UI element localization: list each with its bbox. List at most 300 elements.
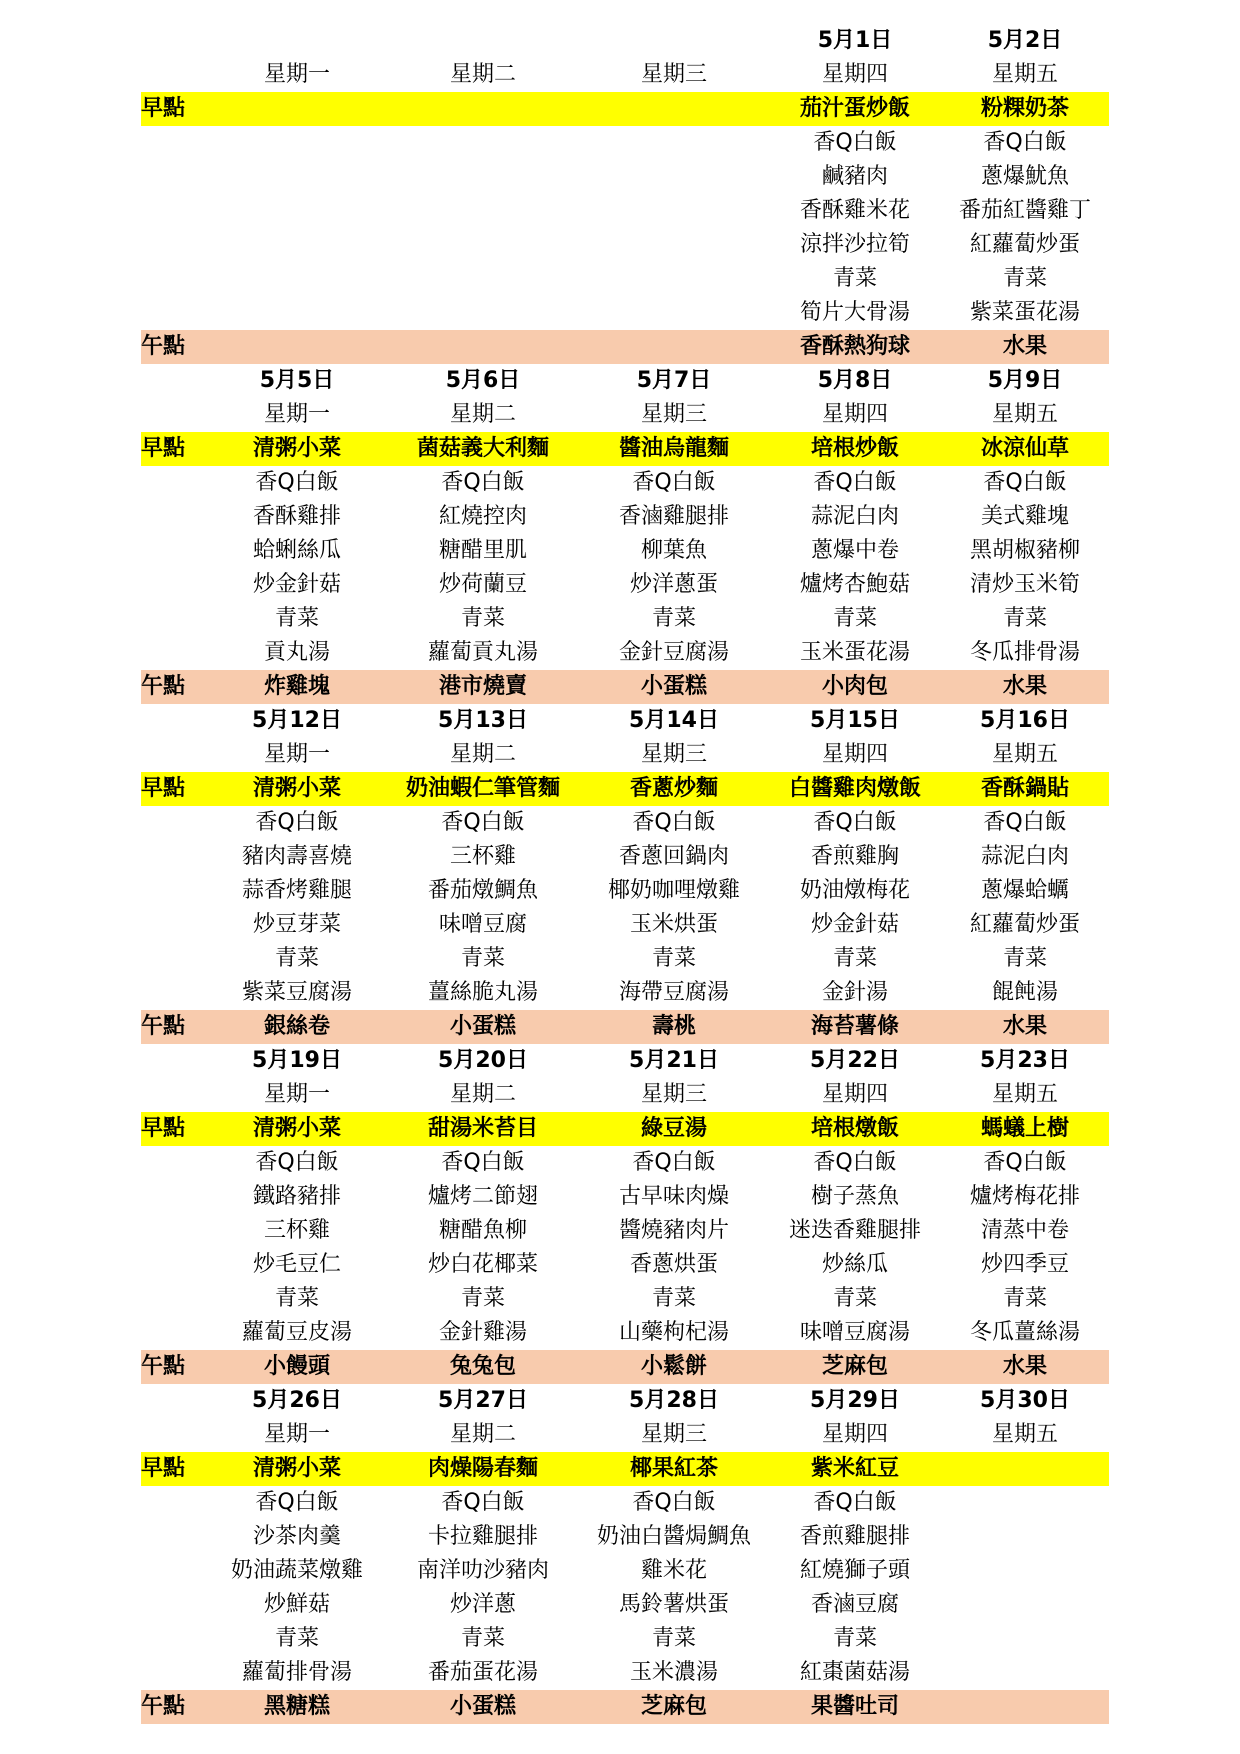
afternoon-snack-row-label: 午點 — [141, 1690, 207, 1724]
breakfast-row-cell: 培根炒飯 — [769, 432, 941, 466]
afternoon-snack-row-cell: 水果 — [941, 1350, 1109, 1384]
breakfast-row-cell: 螞蟻上樹 — [941, 1112, 1109, 1146]
lunch-row-cell: 青菜 — [651, 946, 696, 971]
lunch-row — [141, 1316, 1109, 1350]
empty-label-cell — [141, 1554, 207, 1588]
breakfast-row-label: 早點 — [141, 92, 207, 126]
afternoon-snack-row-cell: 小鬆餅 — [579, 1350, 769, 1384]
weekday-row-cell: 星期五 — [991, 1422, 1058, 1447]
lunch-row-cell: 南洋叻沙豬肉 — [416, 1558, 549, 1583]
lunch-row-cell — [579, 228, 769, 262]
lunch-row — [141, 1656, 1109, 1690]
lunch-row — [141, 466, 1109, 500]
empty-label-cell — [141, 398, 207, 432]
lunch-row — [141, 1486, 1109, 1520]
lunch-row-cell: 青菜 — [1002, 946, 1047, 971]
lunch-row-cell: 蛤蜊絲瓜 — [252, 538, 341, 563]
lunch-row-cell: 蔥爆中卷 — [810, 538, 899, 563]
breakfast-row — [141, 432, 1109, 466]
lunch-row-cell: 香Q白飯 — [441, 470, 525, 495]
menu-body — [141, 24, 1109, 1724]
lunch-row-cell: 紅蘿蔔炒蛋 — [969, 912, 1080, 937]
date-row-cell: 5月2日 — [987, 28, 1063, 53]
lunch-row — [141, 568, 1109, 602]
lunch-row-cell: 香Q白飯 — [255, 1490, 339, 1515]
lunch-row-cell: 糖醋里肌 — [438, 538, 527, 563]
date-row-cell: 5月20日 — [438, 1048, 528, 1073]
lunch-row-cell: 炒絲瓜 — [821, 1252, 888, 1277]
date-row-cell: 5月19日 — [252, 1048, 342, 1073]
lunch-row-cell: 香Q白飯 — [983, 470, 1067, 495]
breakfast-row-cell: 醬油烏龍麵 — [579, 432, 769, 466]
weekday-row-cell: 星期二 — [449, 1422, 516, 1447]
lunch-row-cell: 紅蘿蔔炒蛋 — [969, 232, 1080, 257]
lunch-row-cell: 香Q白飯 — [983, 130, 1067, 155]
lunch-row-cell: 炒洋蔥蛋 — [629, 572, 718, 597]
lunch-row — [141, 534, 1109, 568]
date-row-cell: 5月13日 — [438, 708, 528, 733]
lunch-row-cell: 古早味肉燥 — [618, 1184, 729, 1209]
empty-label-cell — [141, 24, 207, 58]
afternoon-snack-row-cell: 壽桃 — [579, 1010, 769, 1044]
lunch-row-cell: 香Q白飯 — [632, 470, 716, 495]
lunch-row-cell: 柳葉魚 — [640, 538, 707, 563]
afternoon-snack-row-label: 午點 — [141, 1350, 207, 1384]
lunch-row-cell: 青菜 — [460, 606, 505, 631]
date-row-cell: 5月8日 — [817, 368, 893, 393]
lunch-row-cell: 青菜 — [651, 1286, 696, 1311]
empty-label-cell — [141, 942, 207, 976]
lunch-row-cell: 鐵路豬排 — [252, 1184, 341, 1209]
breakfast-row-cell: 紫米紅豆 — [769, 1452, 941, 1486]
afternoon-snack-row-cell: 小饅頭 — [207, 1350, 387, 1384]
lunch-row — [141, 228, 1109, 262]
breakfast-row-cell: 菌菇義大利麵 — [387, 432, 579, 466]
date-row-cell: 5月22日 — [810, 1048, 900, 1073]
breakfast-row-cell: 冰涼仙草 — [941, 432, 1109, 466]
weekday-row-cell: 星期一 — [263, 1082, 330, 1107]
afternoon-snack-row — [141, 1690, 1109, 1724]
lunch-row-cell: 青菜 — [1002, 266, 1047, 291]
lunch-row-cell: 青菜 — [460, 946, 505, 971]
lunch-row-cell: 番茄燉鯛魚 — [427, 878, 538, 903]
lunch-row-cell: 香Q白飯 — [632, 1150, 716, 1175]
weekday-row — [141, 398, 1109, 432]
breakfast-row-cell: 培根燉飯 — [769, 1112, 941, 1146]
lunch-row-cell — [387, 262, 579, 296]
weekday-row-cell: 星期三 — [640, 1422, 707, 1447]
lunch-row-cell: 香Q白飯 — [255, 470, 339, 495]
weekday-row-cell: 星期五 — [991, 402, 1058, 427]
lunch-row-cell — [387, 228, 579, 262]
lunch-row-cell: 香Q白飯 — [632, 1490, 716, 1515]
date-row — [141, 364, 1109, 398]
empty-label-cell — [141, 1078, 207, 1112]
lunch-row — [141, 1146, 1109, 1180]
lunch-row-cell: 香Q白飯 — [983, 810, 1067, 835]
lunch-row — [141, 296, 1109, 330]
breakfast-row-cell: 清粥小菜 — [207, 772, 387, 806]
afternoon-snack-row-cell: 黑糖糕 — [207, 1690, 387, 1724]
lunch-row-cell: 紅燒控肉 — [438, 504, 527, 529]
weekday-row-cell: 星期二 — [449, 62, 516, 87]
lunch-row-cell: 香Q白飯 — [632, 810, 716, 835]
weekday-row-cell: 星期二 — [449, 742, 516, 767]
empty-label-cell — [141, 500, 207, 534]
empty-label-cell — [141, 126, 207, 160]
lunch-row-cell: 貢丸湯 — [263, 640, 330, 665]
lunch-row-cell — [941, 1656, 1109, 1690]
lunch-row-cell: 味噌豆腐 — [438, 912, 527, 937]
lunch-row-cell: 樹子蒸魚 — [810, 1184, 899, 1209]
weekday-row-cell: 星期四 — [821, 402, 888, 427]
lunch-row — [141, 500, 1109, 534]
lunch-row-cell: 青菜 — [651, 1626, 696, 1651]
empty-label-cell — [141, 194, 207, 228]
breakfast-row-label: 早點 — [141, 1452, 207, 1486]
lunch-row-cell: 海帶豆腐湯 — [618, 980, 729, 1005]
lunch-row-cell: 青菜 — [1002, 1286, 1047, 1311]
weekday-row-cell: 星期五 — [991, 742, 1058, 767]
lunch-row-cell: 青菜 — [274, 1626, 319, 1651]
lunch-row-cell: 醬燒豬肉片 — [618, 1218, 729, 1243]
empty-label-cell — [141, 364, 207, 398]
empty-label-cell — [141, 602, 207, 636]
lunch-row-cell: 金針豆腐湯 — [618, 640, 729, 665]
date-row — [141, 1044, 1109, 1078]
breakfast-row-cell — [941, 1452, 1109, 1486]
lunch-row-cell: 清炒玉米筍 — [969, 572, 1080, 597]
lunch-row — [141, 976, 1109, 1010]
lunch-row — [141, 942, 1109, 976]
empty-label-cell — [141, 1248, 207, 1282]
empty-label-cell — [141, 874, 207, 908]
breakfast-row-cell: 粉粿奶茶 — [941, 92, 1109, 126]
lunch-row-cell — [941, 1588, 1109, 1622]
date-row-cell: 5月27日 — [438, 1388, 528, 1413]
weekday-row-cell: 星期二 — [449, 1082, 516, 1107]
weekday-row-cell: 星期三 — [640, 402, 707, 427]
date-row-cell: 5月28日 — [629, 1388, 719, 1413]
lunch-row-cell: 奶油白醬焗鯛魚 — [596, 1524, 751, 1549]
lunch-row-cell: 奶油蔬菜燉雞 — [230, 1558, 363, 1583]
breakfast-row-cell: 肉燥陽春麵 — [387, 1452, 579, 1486]
lunch-row-cell: 豬肉壽喜燒 — [241, 844, 352, 869]
breakfast-row-cell — [207, 92, 387, 126]
breakfast-row — [141, 1112, 1109, 1146]
lunch-row-cell: 蔥爆魷魚 — [980, 164, 1069, 189]
empty-label-cell — [141, 840, 207, 874]
afternoon-snack-row-cell: 炸雞塊 — [207, 670, 387, 704]
date-row — [141, 24, 1109, 58]
lunch-row-cell: 香Q白飯 — [255, 810, 339, 835]
weekday-row — [141, 738, 1109, 772]
weekday-row-cell: 星期四 — [821, 62, 888, 87]
lunch-row-cell: 炒金針菇 — [810, 912, 899, 937]
date-row-cell: 5月14日 — [629, 708, 719, 733]
lunch-row — [141, 1214, 1109, 1248]
lunch-row-cell: 紫菜豆腐湯 — [241, 980, 352, 1005]
lunch-row-cell: 青菜 — [832, 606, 877, 631]
lunch-row-cell: 黑胡椒豬柳 — [969, 538, 1080, 563]
lunch-row-cell — [579, 262, 769, 296]
afternoon-snack-row-cell: 小蛋糕 — [387, 1010, 579, 1044]
weekday-row-cell: 星期三 — [640, 742, 707, 767]
date-row-cell: 5月6日 — [445, 368, 521, 393]
empty-label-cell — [141, 1316, 207, 1350]
lunch-row-cell: 炒金針菇 — [252, 572, 341, 597]
lunch-row-cell: 金針湯 — [821, 980, 888, 1005]
lunch-row-cell: 卡拉雞腿排 — [427, 1524, 538, 1549]
lunch-row-cell — [207, 296, 387, 330]
date-row-cell: 5月9日 — [987, 368, 1063, 393]
lunch-row — [141, 840, 1109, 874]
breakfast-row-cell — [579, 92, 769, 126]
lunch-row — [141, 1622, 1109, 1656]
lunch-row-cell: 炒白花椰菜 — [427, 1252, 538, 1277]
lunch-row-cell: 筍片大骨湯 — [799, 300, 910, 325]
lunch-row — [141, 194, 1109, 228]
lunch-row — [141, 126, 1109, 160]
breakfast-row-cell: 茄汁蛋炒飯 — [769, 92, 941, 126]
empty-label-cell — [141, 1418, 207, 1452]
lunch-row — [141, 262, 1109, 296]
empty-label-cell — [141, 1146, 207, 1180]
empty-label-cell — [141, 534, 207, 568]
weekday-row-cell: 星期四 — [821, 1082, 888, 1107]
lunch-row-cell — [387, 160, 579, 194]
afternoon-snack-row-cell: 兔兔包 — [387, 1350, 579, 1384]
empty-label-cell — [141, 1622, 207, 1656]
date-row-cell: 5月1日 — [817, 28, 893, 53]
empty-label-cell — [141, 568, 207, 602]
lunch-row — [141, 636, 1109, 670]
lunch-row-cell: 金針雞湯 — [438, 1320, 527, 1345]
lunch-row-cell — [579, 160, 769, 194]
afternoon-snack-row-cell: 芝麻包 — [769, 1350, 941, 1384]
lunch-row — [141, 1554, 1109, 1588]
afternoon-snack-row-cell: 水果 — [941, 330, 1109, 364]
empty-label-cell — [141, 58, 207, 92]
lunch-row-cell: 蔥爆蛤蠣 — [980, 878, 1069, 903]
lunch-row-cell: 蘿蔔貢丸湯 — [427, 640, 538, 665]
lunch-row-cell: 椰奶咖哩燉雞 — [607, 878, 740, 903]
empty-label-cell — [141, 1214, 207, 1248]
afternoon-snack-row-cell: 銀絲卷 — [207, 1010, 387, 1044]
lunch-row-cell: 炒洋蔥 — [449, 1592, 516, 1617]
afternoon-snack-row-label: 午點 — [141, 330, 207, 364]
empty-label-cell — [141, 296, 207, 330]
lunch-row-cell: 香Q白飯 — [255, 1150, 339, 1175]
menu-table — [141, 24, 1109, 1724]
lunch-row-cell — [387, 296, 579, 330]
afternoon-snack-row-cell: 芝麻包 — [579, 1690, 769, 1724]
breakfast-row — [141, 92, 1109, 126]
lunch-row-cell: 冬瓜排骨湯 — [969, 640, 1080, 665]
breakfast-row-cell: 綠豆湯 — [579, 1112, 769, 1146]
lunch-row-cell: 香蔥烘蛋 — [629, 1252, 718, 1277]
breakfast-row — [141, 772, 1109, 806]
lunch-row — [141, 874, 1109, 908]
breakfast-row-cell: 白醬雞肉燉飯 — [769, 772, 941, 806]
empty-label-cell — [141, 1180, 207, 1214]
lunch-row-cell: 爐烤梅花排 — [969, 1184, 1080, 1209]
lunch-row-cell: 青菜 — [1002, 606, 1047, 631]
lunch-row-cell: 奶油燉梅花 — [799, 878, 910, 903]
lunch-row-cell: 青菜 — [274, 946, 319, 971]
lunch-row-cell: 炒鮮菇 — [263, 1592, 330, 1617]
lunch-row-cell: 香煎雞腿排 — [799, 1524, 910, 1549]
lunch-row-cell: 雞米花 — [640, 1558, 707, 1583]
lunch-row-cell: 薑絲脆丸湯 — [427, 980, 538, 1005]
lunch-row-cell — [941, 1554, 1109, 1588]
lunch-row-cell: 番茄紅醬雞丁 — [958, 198, 1091, 223]
afternoon-snack-row — [141, 670, 1109, 704]
date-row-cell: 5月23日 — [980, 1048, 1070, 1073]
afternoon-snack-row — [141, 1350, 1109, 1384]
breakfast-row-cell: 清粥小菜 — [207, 1452, 387, 1486]
lunch-row-cell: 鹹豬肉 — [821, 164, 888, 189]
lunch-row — [141, 602, 1109, 636]
lunch-row-cell: 香滷雞腿排 — [618, 504, 729, 529]
lunch-row-cell: 三杯雞 — [449, 844, 516, 869]
empty-label-cell — [141, 262, 207, 296]
weekday-row-cell: 星期五 — [991, 1082, 1058, 1107]
date-row-cell: 5月26日 — [252, 1388, 342, 1413]
date-row-cell — [387, 24, 579, 58]
weekday-row-cell: 星期一 — [263, 402, 330, 427]
date-row-cell: 5月7日 — [636, 368, 712, 393]
lunch-row-cell: 香Q白飯 — [441, 810, 525, 835]
lunch-row-cell: 香Q白飯 — [983, 1150, 1067, 1175]
date-row-cell: 5月21日 — [629, 1048, 719, 1073]
afternoon-snack-row-cell — [387, 330, 579, 364]
lunch-row-cell — [207, 160, 387, 194]
lunch-row-cell: 冬瓜薑絲湯 — [969, 1320, 1080, 1345]
lunch-row-cell: 青菜 — [460, 1286, 505, 1311]
lunch-row-cell: 青菜 — [832, 266, 877, 291]
lunch-row — [141, 1248, 1109, 1282]
lunch-row-cell: 蘿蔔排骨湯 — [241, 1660, 352, 1685]
afternoon-snack-row-cell: 果醬吐司 — [769, 1690, 941, 1724]
lunch-row-cell — [207, 126, 387, 160]
lunch-row-cell: 青菜 — [274, 1286, 319, 1311]
afternoon-snack-row-label: 午點 — [141, 1010, 207, 1044]
lunch-row-cell: 香Q白飯 — [813, 1490, 897, 1515]
lunch-row-cell: 炒荷蘭豆 — [438, 572, 527, 597]
lunch-row-cell — [941, 1486, 1109, 1520]
afternoon-snack-row — [141, 330, 1109, 364]
breakfast-row — [141, 1452, 1109, 1486]
breakfast-row-label: 早點 — [141, 1112, 207, 1146]
lunch-row-cell — [207, 262, 387, 296]
afternoon-snack-row-cell: 港市燒賣 — [387, 670, 579, 704]
weekday-row-cell: 星期五 — [991, 62, 1058, 87]
afternoon-snack-row-cell: 小蛋糕 — [387, 1690, 579, 1724]
lunch-row-cell: 香蔥回鍋肉 — [618, 844, 729, 869]
lunch-row — [141, 1588, 1109, 1622]
lunch-row-cell: 蒜香烤雞腿 — [241, 878, 352, 903]
date-row-cell — [207, 24, 387, 58]
lunch-row-cell: 青菜 — [460, 1626, 505, 1651]
lunch-row-cell: 香Q白飯 — [813, 810, 897, 835]
lunch-row-cell: 玉米濃湯 — [629, 1660, 718, 1685]
empty-label-cell — [141, 228, 207, 262]
afternoon-snack-row-cell — [941, 1690, 1109, 1724]
breakfast-row-label: 早點 — [141, 772, 207, 806]
afternoon-snack-row-cell: 小肉包 — [769, 670, 941, 704]
afternoon-snack-row-label: 午點 — [141, 670, 207, 704]
weekday-row-cell: 星期四 — [821, 742, 888, 767]
breakfast-row-cell: 清粥小菜 — [207, 1112, 387, 1146]
lunch-row-cell: 蒜泥白肉 — [980, 844, 1069, 869]
lunch-row-cell — [579, 296, 769, 330]
lunch-row-cell: 玉米烘蛋 — [629, 912, 718, 937]
lunch-row — [141, 1520, 1109, 1554]
afternoon-snack-row-cell — [579, 330, 769, 364]
weekday-row — [141, 58, 1109, 92]
empty-label-cell — [141, 636, 207, 670]
lunch-row-cell: 蘿蔔豆皮湯 — [241, 1320, 352, 1345]
lunch-row-cell: 青菜 — [274, 606, 319, 631]
breakfast-row-cell: 清粥小菜 — [207, 432, 387, 466]
lunch-row-cell — [387, 126, 579, 160]
weekday-row-cell: 星期二 — [449, 402, 516, 427]
lunch-row-cell: 青菜 — [651, 606, 696, 631]
breakfast-row-cell: 香酥鍋貼 — [941, 772, 1109, 806]
weekday-row — [141, 1418, 1109, 1452]
empty-label-cell — [141, 1384, 207, 1418]
lunch-row — [141, 908, 1109, 942]
afternoon-snack-row-cell: 海苔薯條 — [769, 1010, 941, 1044]
date-row-cell — [579, 24, 769, 58]
lunch-row-cell — [207, 194, 387, 228]
lunch-row-cell: 香酥雞排 — [252, 504, 341, 529]
empty-label-cell — [141, 738, 207, 772]
lunch-row-cell — [387, 194, 579, 228]
lunch-row — [141, 806, 1109, 840]
lunch-row-cell: 炒毛豆仁 — [252, 1252, 341, 1277]
empty-label-cell — [141, 1282, 207, 1316]
lunch-row-cell — [941, 1622, 1109, 1656]
weekday-row-cell: 星期三 — [640, 1082, 707, 1107]
lunch-row-cell: 迷迭香雞腿排 — [788, 1218, 921, 1243]
lunch-row-cell: 紅棗菌菇湯 — [799, 1660, 910, 1685]
lunch-row-cell — [941, 1520, 1109, 1554]
lunch-row-cell: 香煎雞胸 — [810, 844, 899, 869]
empty-label-cell — [141, 1044, 207, 1078]
lunch-row-cell: 香Q白飯 — [813, 130, 897, 155]
empty-label-cell — [141, 466, 207, 500]
empty-label-cell — [141, 1656, 207, 1690]
lunch-row-cell: 糖醋魚柳 — [438, 1218, 527, 1243]
lunch-row-cell: 紫菜蛋花湯 — [969, 300, 1080, 325]
breakfast-row-cell: 奶油蝦仁筆管麵 — [387, 772, 579, 806]
afternoon-snack-row-cell: 香酥熱狗球 — [769, 330, 941, 364]
breakfast-row-cell: 椰果紅茶 — [579, 1452, 769, 1486]
lunch-row-cell: 爐烤杏鮑菇 — [799, 572, 910, 597]
lunch-row-cell — [207, 228, 387, 262]
weekday-row-cell: 星期一 — [263, 1422, 330, 1447]
weekday-row-cell: 星期三 — [640, 62, 707, 87]
lunch-row-cell: 青菜 — [832, 1286, 877, 1311]
lunch-row — [141, 1282, 1109, 1316]
breakfast-row-cell: 甜湯米苔目 — [387, 1112, 579, 1146]
lunch-row-cell — [579, 126, 769, 160]
date-row-cell: 5月15日 — [810, 708, 900, 733]
empty-label-cell — [141, 160, 207, 194]
lunch-row-cell: 香Q白飯 — [441, 1490, 525, 1515]
